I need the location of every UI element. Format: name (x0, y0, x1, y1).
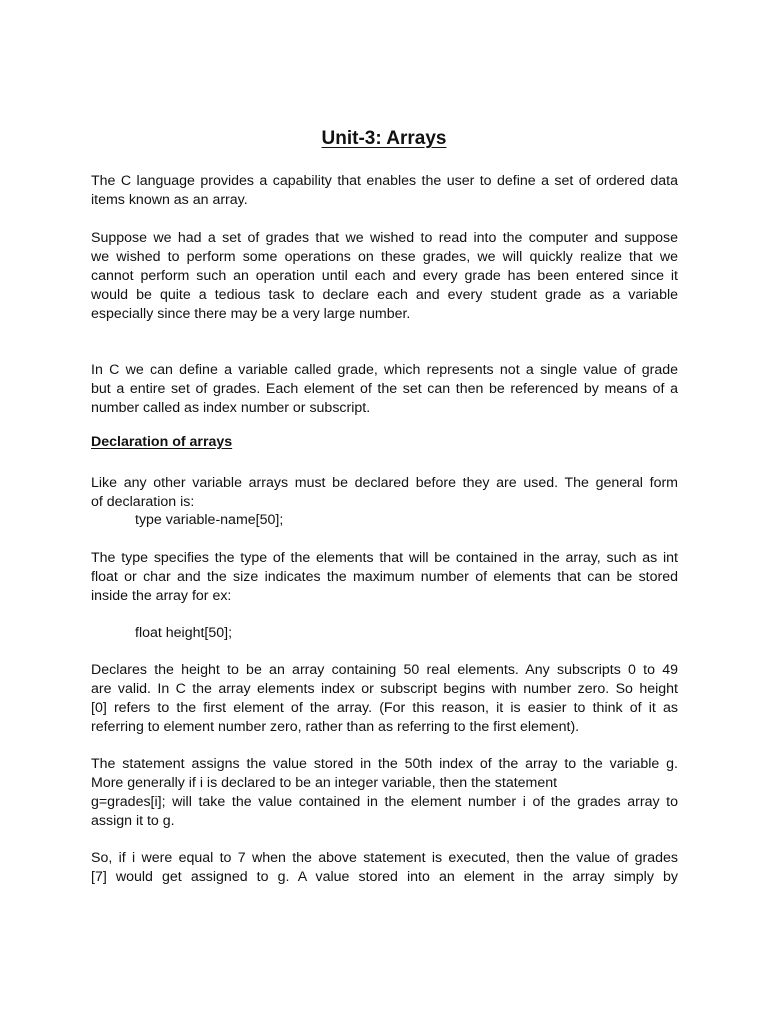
text-line: The type specifies the type of the elements that will be contained in the array, such as int (91, 550, 678, 566)
code-example-float-height: float height[50]; (135, 625, 233, 641)
paragraph-if-i-equal-seven (91, 849, 678, 887)
text-line: [0] refers to the first element of the array. (For this reason, it is easier to think of it as (91, 700, 678, 716)
text-line: inside the array for ex: (91, 588, 232, 604)
paragraph-type-specifies (91, 549, 678, 606)
text-line: Like any other variable arrays must be declared before they are used. The general form (91, 475, 678, 491)
paragraph-declares-height (91, 661, 678, 737)
text-line: number called as index number or subscript. (91, 400, 371, 416)
paragraph-intro (91, 172, 678, 210)
text-line: of declaration is: (91, 494, 195, 510)
text-line: The C language provides a capability that enables the user to define a set of ordered data (91, 173, 678, 189)
code-example-general-form: type variable-name[50]; (135, 512, 284, 528)
text-line: In C we can define a variable called grade, which represents not a single value of grade (91, 362, 678, 378)
text-line: we wished to perform some operations on these grades, we will quickly realize that we (91, 249, 678, 265)
paragraph-statement-assigns (91, 755, 678, 831)
paragraph-declaration (91, 474, 678, 512)
text-line: assign it to g. (91, 813, 175, 829)
text-line: Suppose we had a set of grades that we wished to read into the computer and suppose (91, 230, 678, 246)
paragraph-grades-example (91, 229, 678, 324)
paragraph-variable-grade (91, 361, 678, 418)
text-line: More generally if i is declared to be an integer variable, then the statement (91, 775, 558, 791)
text-line: especially since there may be a very large number. (91, 306, 411, 322)
text-line: Declares the height to be an array containing 50 real elements. Any subscripts 0 to 49 (91, 662, 678, 678)
page-title: Unit-3: Arrays (321, 128, 447, 149)
text-line: The statement assigns the value stored in the 50th index of the array to the variable g. (91, 756, 678, 772)
text-line: cannot perform such an operation until each and every grade has been entered since it (91, 268, 678, 284)
text-line: float or char and the size indicates the maximum number of elements that can be stored (91, 569, 678, 585)
text-line: referring to element number zero, rather than as referring to the first element). (91, 719, 580, 735)
text-line: but a entire set of grades. Each element of the set can then be referenced by means of a (91, 381, 678, 397)
section-heading-declaration: Declaration of arrays (91, 434, 233, 450)
text-line: are valid. In C the array elements index or subscript begins with number zero. So height (91, 681, 678, 697)
text-line: [7] would get assigned to g. A value stored into an element in the array simply by (91, 869, 678, 885)
text-line: would be quite a tedious task to declare each and every student grade as a variable (91, 287, 678, 303)
text-line: g=grades[i]; will take the value contained in the element number i of the grades array to (91, 794, 678, 810)
text-line: So, if i were equal to 7 when the above statement is executed, then the value of grades (91, 850, 678, 866)
text-line: items known as an array. (91, 192, 248, 208)
